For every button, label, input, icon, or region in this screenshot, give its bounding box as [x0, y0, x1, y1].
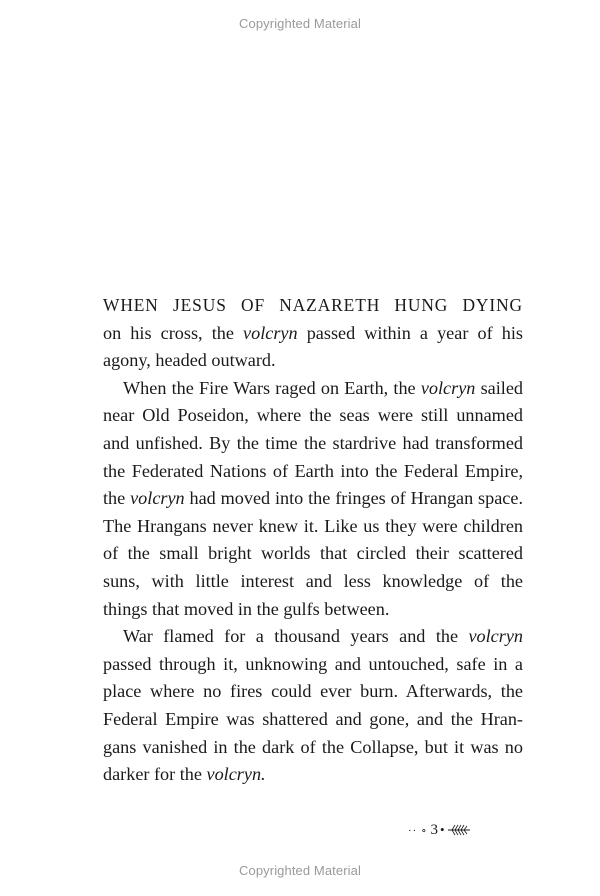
text-segment: things that moved in the gulfs between. — [103, 598, 390, 619]
text-line — [103, 540, 523, 568]
text-line — [103, 596, 523, 624]
italic-term: volcryn — [420, 377, 476, 398]
folio-right-ornament: • — [439, 822, 445, 837]
paragraph — [103, 292, 523, 375]
page-folio — [408, 818, 471, 842]
italic-term: volcryn. — [206, 764, 266, 785]
text-line — [103, 458, 523, 486]
text-segment: darker for the — [103, 764, 207, 785]
text-segment: agony, headed outward. — [103, 350, 276, 371]
text-line — [103, 347, 523, 375]
text-line — [103, 513, 523, 541]
italic-term: volcryn — [468, 626, 523, 647]
copyright-watermark-bottom: Copyrighted Material — [239, 863, 361, 878]
paragraph — [103, 623, 523, 789]
text-segment: passed within a year of his — [297, 322, 523, 343]
text-segment: on his cross, the — [103, 322, 244, 343]
text-segment: and unfished. By the time the stardrive had transformed — [103, 432, 523, 453]
text-line — [103, 761, 523, 789]
text-segment: of the small bright worlds that circled their scattered — [103, 543, 523, 564]
text-line — [103, 568, 523, 596]
text-line — [103, 623, 523, 651]
text-segment: sailed — [475, 377, 523, 398]
text-line — [103, 320, 523, 348]
text-line — [103, 292, 523, 320]
text-line — [103, 375, 523, 403]
text-segment: the — [103, 488, 131, 509]
text-line — [103, 402, 523, 430]
feather-ornament-icon — [447, 823, 471, 837]
text-segment: WHEN JESUS OF NAZARETH HUNG DYING — [103, 295, 523, 315]
text-segment: near Old Poseidon, where the seas were still unnamed — [103, 405, 523, 426]
italic-term: volcryn — [243, 322, 298, 343]
text-line — [103, 678, 523, 706]
page-number: 3 — [430, 821, 438, 838]
text-segment: gans vanished in the dark of the Collapse, but it was no — [103, 736, 523, 757]
folio-left-ornament: ·· ∘ — [408, 824, 428, 837]
text-segment: the Federated Nations of Earth into the Federal Empire, — [103, 460, 523, 481]
text-segment: suns, with little interest and less knowledge of the — [103, 570, 523, 591]
text-line — [103, 430, 523, 458]
text-segment: passed through it, unknowing and untouched, safe in a — [103, 653, 523, 674]
text-segment: When the Fire Wars raged on Earth, the — [123, 377, 421, 398]
page-body-text — [103, 292, 523, 789]
text-segment: place where no fires could ever burn. Afterwards, the — [103, 681, 523, 702]
text-line — [103, 485, 523, 513]
paragraph — [103, 375, 523, 623]
copyright-watermark-top: Copyrighted Material — [239, 16, 361, 31]
text-line — [103, 651, 523, 679]
text-line — [103, 734, 523, 762]
text-line — [103, 706, 523, 734]
text-segment: The Hrangans never knew it. Like us they were children — [103, 515, 523, 536]
text-segment: Federal Empire was shattered and gone, and the Hran- — [103, 708, 523, 729]
italic-term: volcryn — [130, 488, 185, 509]
text-segment: had moved into the fringes of Hrangan space. — [184, 488, 523, 509]
text-segment: War flamed for a thousand years and the — [123, 626, 469, 647]
